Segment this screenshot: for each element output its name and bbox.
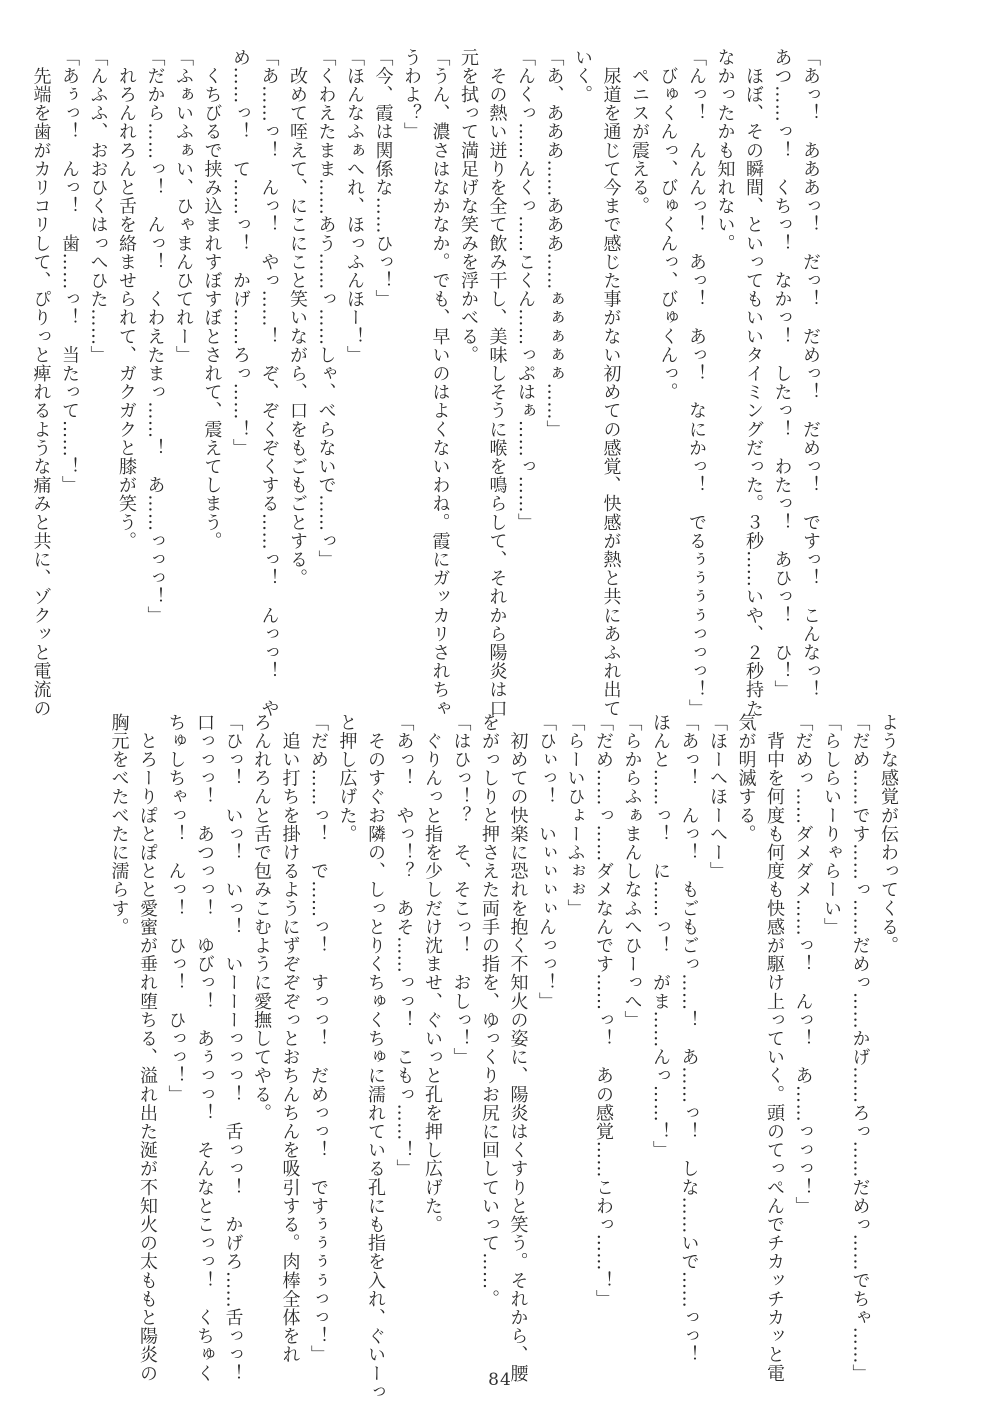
text-line: め……っ！ て……っ！ かげ……ろっ……！」 xyxy=(230,48,251,458)
text-line: 元を拭って満足げな笑みを浮かべる。 xyxy=(458,48,479,365)
text-line: 「らーいひょーふぉぉ」 xyxy=(564,713,586,918)
text-line: 先端を歯がカリコリして、ぴりっと痺れるような痛みと共に、ゾクッと電流の xyxy=(30,48,52,718)
text-line: 「あっ！ んっ！ もごもごっ……！ あ……っ！ しな……いで……っっ！ xyxy=(678,713,700,1364)
text-line: 「あぅっ！ んっ！ 歯……っ！ 当たって……！」 xyxy=(59,48,80,495)
text-line: びゅくんっ、びゅくんっ、びゅくんっ。 xyxy=(657,48,679,402)
text-line: 「今、霞は関係な……ひっ！」 xyxy=(372,48,394,309)
text-line: ほんと……っ！ に……っ！ がま……んっ……！」 xyxy=(650,713,671,1160)
text-line: 「ほんなふぁへれ、ほっふんほー！」 xyxy=(344,48,365,365)
text-line: れろんれろんと舌を絡ませられて、ガクガクと膝が笑う。 xyxy=(116,48,137,551)
text-line: 「らしらいーりゃらーい」 xyxy=(821,713,842,937)
text-line: あつ……っ！ くちっ！ なかっ！ したっ！ わたっ！ あひっ！ ひ！」 xyxy=(771,48,793,699)
text-line: 「んくっ……んくっ……こくん……っぷはぁ……っ……」 xyxy=(515,48,536,532)
text-line: 「だから……っ！ んっ！ くわえたまっ……！ あ……っっっ！」 xyxy=(144,48,166,625)
text-line: ちゅしちゃっ！ んっ！ ひっ！ ひっっ！」 xyxy=(165,713,187,1104)
text-line: くちびるで挟み込まれすぼすぼとされて、震えてしまう。 xyxy=(201,48,223,551)
text-line: 胸元をべたべたに濡らす。 xyxy=(108,713,130,937)
text-line: 「あっ！ やっ！？ あそ……っっ！ こもっ……！」 xyxy=(393,713,415,1178)
text-line: 「だめ……です……っ……だめっ……かげ……ろっ……だめっ……でちゃ……」 xyxy=(849,713,871,1383)
text-line: をがっしりと押さえた両手の指を、ゆっくりお尻に回していって……。 xyxy=(479,713,500,1309)
text-line: 「だめっ……ダメダメ……っ！ んっ！ あ……っっっ！」 xyxy=(792,713,814,1216)
text-line: ような感覚が伝わってくる。 xyxy=(878,713,899,955)
text-line: 「ひっ！ いっ！ いっ！ いーーーっっっ！ 舌っっ！ かげろ……舌っっ！ xyxy=(222,713,244,1383)
text-line: 背中を何度も何度も快感が駆け上っていく。頭のてっぺんでチカッチカッと電 xyxy=(764,713,785,1383)
text-line: 口っっっ！ あつっっ！ ゆびっ！ あぅっっ！ そんなとこっっ！ くちゅく xyxy=(194,713,215,1383)
page-number: 84 xyxy=(488,1370,512,1390)
text-line: 「あっ！ あああっ！ だっ！ だめっ！ だめっ！ ですっ！ こんなっ！ xyxy=(800,48,821,699)
text-line: 尿道を通じて今まで感じた事がない初めての感覚、快感が熱と共にあふれ出て xyxy=(600,48,622,718)
text-line: と押し広げた。 xyxy=(336,713,358,844)
text-line: なかったかも知れない。 xyxy=(714,48,736,253)
text-line: 「うん、濃さはなかなか。でも、早いのはよくないわね。霞にガッカリされちゃ xyxy=(429,48,451,718)
text-line: ほぼ、その瞬間、といってもいいタイミングだった。３秒……いや、２秒持た xyxy=(743,48,764,718)
text-line: その熱い迸りを全て飲み干し、美味しそうに喉を鳴らして、それから陽炎は口 xyxy=(486,48,508,718)
text-line: 「だめ……っ……ダメなんです……っ！ あの感覚……こわっ……！」 xyxy=(593,713,614,1309)
text-line: 「んふふ、おおひくはっへひた……」 xyxy=(87,48,109,365)
text-line: 追い打ちを掛けるようにずぞぞぞっとおちんちんを吸引する。肉棒全体をれ xyxy=(279,713,301,1364)
text-line: 初めての快楽に恐れを抱く不知火の姿に、陽炎はくすりと笑う。それから、腰 xyxy=(507,713,529,1383)
text-line: 「らからふぁまんしなふへひーっへ」 xyxy=(621,713,643,1030)
text-line: ペニスが震える。 xyxy=(629,48,650,216)
text-line: 気が明滅する。 xyxy=(735,713,757,844)
text-line: そのすぐお隣の、しっとりくちゅくちゅに濡れている孔にも指を入れ、ぐいーっ xyxy=(365,713,386,1402)
text-line: いく。 xyxy=(572,48,593,104)
text-line: 「だめ……っ！ で……っ！ すっっ！ だめっっ！ ですぅぅぅぅっっ！」 xyxy=(308,713,329,1364)
text-line: うわよ？」 xyxy=(401,48,422,141)
text-line: 「あ……っ！ んっ！ やっ……！ ぞ、ぞくぞくする……っ！ んっっ！ や xyxy=(258,48,280,718)
text-line: とろーりぽとぽとと愛蜜が垂れ堕ちる、溢れ出た涎が不知火の太ももと陽炎の xyxy=(137,713,158,1383)
text-line: 「んっ！ んんんっ！ あっ！ あっ！ なにかっ！ でるぅぅぅぅっっっ！」 xyxy=(686,48,707,718)
text-block-upper xyxy=(30,48,824,718)
text-line: 「ふぁいふぁい、ひゃまんひてれー」 xyxy=(173,48,194,365)
text-line: 「くわえたまま……あう……っ……しゃ、べらないで……っ」 xyxy=(315,48,337,569)
text-line: ろんれろんと舌で包みこむように愛撫してやる。 xyxy=(251,713,272,1123)
text-line: 「はひっ！？ そ、そこっ！ おしっ！」 xyxy=(450,713,472,1067)
text-line: ぐりんっと指を少しだけ沈ませ、ぐいっと孔を押し広げた。 xyxy=(422,713,443,1234)
text-line: 改めて咥えて、にこにこと笑いながら、口をもごもごとする。 xyxy=(287,48,308,588)
text-line: 「ほーへほーへー」 xyxy=(707,713,728,881)
text-line: 「あ、あああ……あああ……ぁぁぁぁぁ……」 xyxy=(543,48,565,439)
text-line: 「ひぃっ！ いぃぃぃぃんっっ！」 xyxy=(536,713,557,1011)
